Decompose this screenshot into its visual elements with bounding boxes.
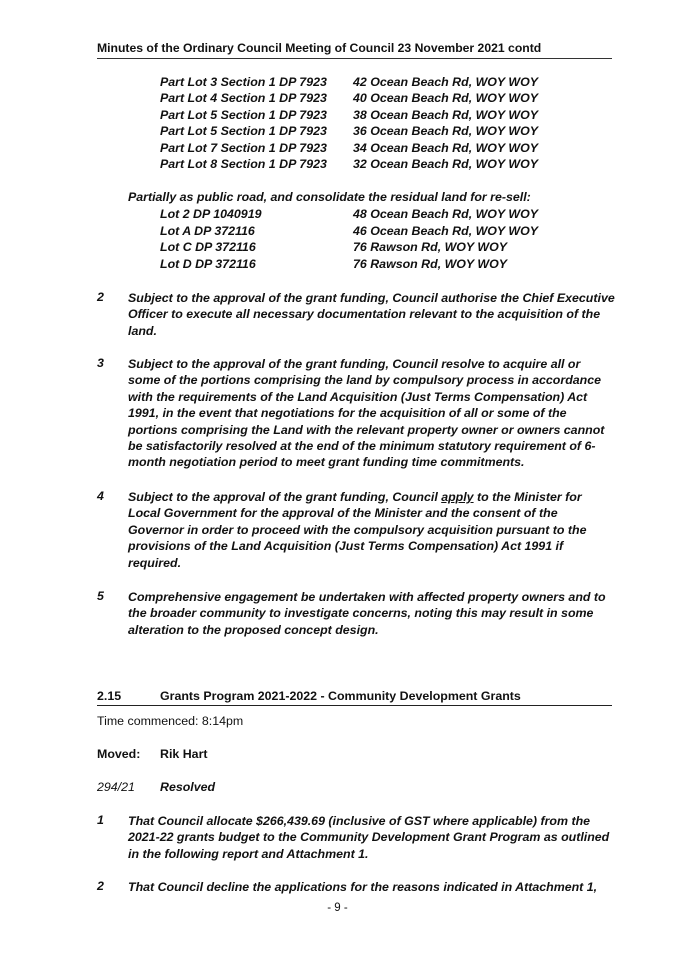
lot-address: 40 Ocean Beach Rd, WOY WOY <box>353 91 538 105</box>
lot-address: 32 Ocean Beach Rd, WOY WOY <box>353 157 538 171</box>
resolution-item <box>97 813 617 862</box>
section-heading <box>97 689 612 706</box>
resolution-line <box>97 780 215 794</box>
item-text-line: land. <box>128 323 157 338</box>
item-number: 2 <box>97 290 104 304</box>
lot-description: Lot D DP 372116 <box>160 257 256 271</box>
resolution-item <box>97 356 617 471</box>
item-number: 2 <box>97 879 104 893</box>
page-number: - 9 - <box>327 902 348 914</box>
section-title: Grants Program 2021-2022 - Community Development Grants <box>160 689 521 703</box>
partial-road-heading: Partially as public road, and consolidate the residual land for re-sell: <box>128 190 531 204</box>
item-text-line: That Council allocate $266,439.69 (inclusive of GST where applicable) from the <box>128 814 591 828</box>
moved-label: Moved: <box>97 747 141 761</box>
resolution-item <box>97 290 617 339</box>
lot-description: Lot 2 DP 1040919 <box>160 207 262 221</box>
item-text-line: Governor in order to proceed with the compulsory acquisition pursuant to the <box>128 522 587 537</box>
item-number: 4 <box>97 489 104 503</box>
lot-description: Part Lot 7 Section 1 DP 7923 <box>160 141 327 155</box>
lot-address: 34 Ocean Beach Rd, WOY WOY <box>353 141 538 155</box>
underlined-word: apply <box>441 490 474 504</box>
resolution-item <box>97 879 617 895</box>
item-number: 3 <box>97 356 104 370</box>
item-text-line: 1991, in the event that negotiations for the acquisition of all or some of the <box>128 406 567 421</box>
resolution-status: Resolved <box>160 780 216 794</box>
item-text-line: be satisfactorily resolved at the end of the minimum statutory requirement of 6- <box>128 439 596 454</box>
item-number: 5 <box>97 589 104 603</box>
item-text-line: with the requirements of the Land Acquisition (Just Terms Compensation) Act <box>128 389 588 404</box>
resolution-number: 294/21 <box>97 780 135 794</box>
item-text-line: month negotiation period to meet grant funding time commitments. <box>128 455 525 470</box>
item-text-line: the broader community to investigate concerns, noting this may result in some <box>128 606 594 621</box>
item-text-segment: to the Minister for <box>473 490 582 504</box>
lot-address: 42 Ocean Beach Rd, WOY WOY <box>353 75 538 89</box>
lot-description: Part Lot 5 Section 1 DP 7923 <box>160 124 327 138</box>
item-text-line: some of the portions comprising the land by compulsory process in accordance <box>128 373 602 388</box>
item-text-line: provisions of the Land Acquisition (Just Terms Compensation) Act 1991 if <box>128 539 564 554</box>
lot-address: 48 Ocean Beach Rd, WOY WOY <box>353 207 538 221</box>
item-text-line: That Council decline the applications for the reasons indicated in Attachment 1, <box>128 880 598 894</box>
lot-address: 76 Rawson Rd, WOY WOY <box>353 257 507 271</box>
resolution-item <box>97 589 617 638</box>
item-text-line: 2021-22 grants budget to the Community Development Grant Program as outlined <box>128 830 610 845</box>
item-text-line: required. <box>128 555 182 570</box>
section-number: 2.15 <box>97 689 122 703</box>
item-text-line: portions comprising the Land with the relevant property owner or owners cannot <box>128 422 605 437</box>
item-text-line: Subject to the approval of the grant funding, Council resolve to acquire all or <box>128 357 581 371</box>
item-text-line: Local Government for the approval of the Minister and the consent of the <box>128 506 558 521</box>
lot-description: Part Lot 3 Section 1 DP 7923 <box>160 75 327 89</box>
lot-address: 38 Ocean Beach Rd, WOY WOY <box>353 108 538 122</box>
item-text-line: alteration to the proposed concept design. <box>128 622 379 637</box>
item-text-line: in the following report and Attachment 1. <box>128 846 369 861</box>
lot-address: 46 Ocean Beach Rd, WOY WOY <box>353 224 538 238</box>
lot-description: Part Lot 4 Section 1 DP 7923 <box>160 91 327 105</box>
item-text-line: Subject to the approval of the grant funding, Council authorise the Chief Executive <box>128 291 615 305</box>
item-text-line: Comprehensive engagement be undertaken with affected property owners and to <box>128 590 606 604</box>
item-number: 1 <box>97 813 104 827</box>
lot-address: 76 Rawson Rd, WOY WOY <box>353 240 507 254</box>
moved-name: Rik Hart <box>160 747 208 761</box>
moved-line <box>97 747 208 761</box>
item-text-line <box>128 489 617 505</box>
lot-description: Lot A DP 372116 <box>160 224 255 238</box>
time-commenced: Time commenced: 8:14pm <box>97 714 244 728</box>
lot-address: 36 Ocean Beach Rd, WOY WOY <box>353 124 538 138</box>
lot-description: Lot C DP 372116 <box>160 240 256 254</box>
lot-description: Part Lot 8 Section 1 DP 7923 <box>160 157 327 171</box>
lot-description: Part Lot 5 Section 1 DP 7923 <box>160 108 327 122</box>
item-text-segment: Subject to the approval of the grant funding, Council <box>128 490 442 504</box>
page-header: Minutes of the Ordinary Council Meeting of Council 23 November 2021 contd <box>97 41 612 59</box>
item-text-line: Officer to execute all necessary documentation relevant to the acquisition of the <box>128 307 601 322</box>
resolution-item <box>97 489 617 571</box>
